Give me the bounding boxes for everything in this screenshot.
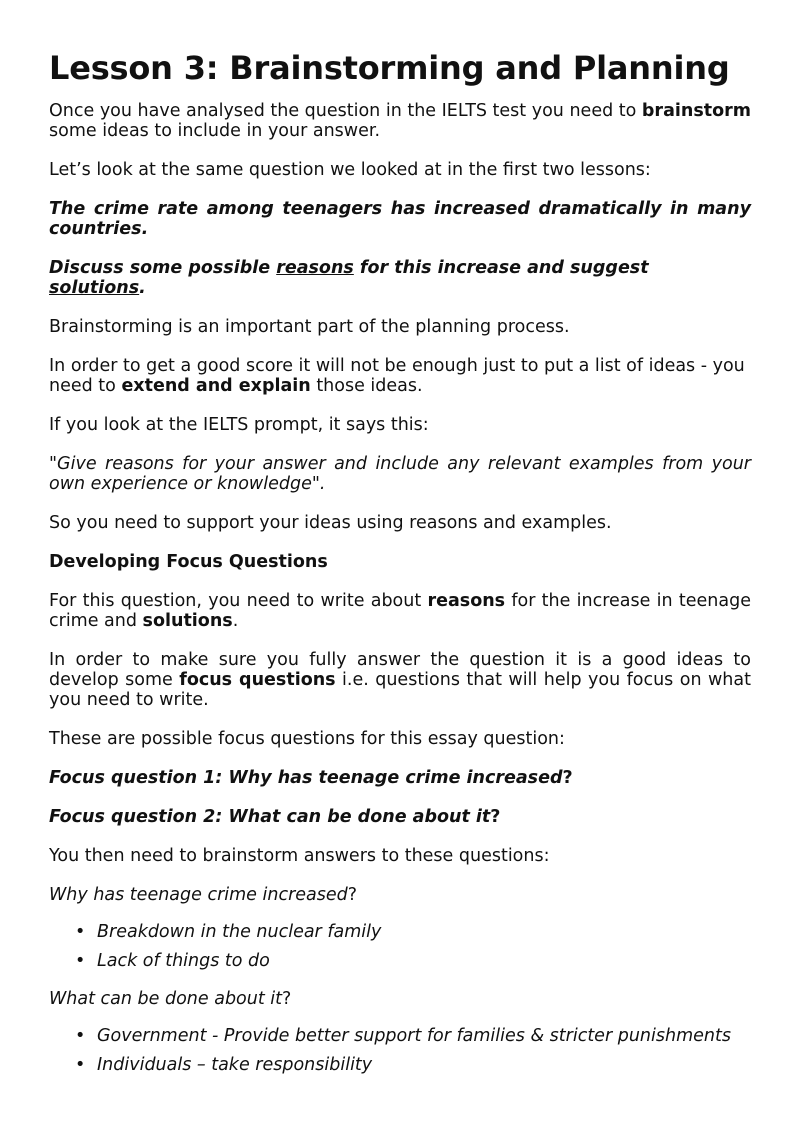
good-score-text-2: those ideas. <box>310 376 423 396</box>
good-score-text-1: In order to get a good score it will not be enough just to put a list of ideas - you need to <box>49 356 745 396</box>
list-item <box>75 1026 751 1046</box>
this-question-bold-2: solutions <box>142 611 233 631</box>
this-question-paragraph <box>49 591 751 631</box>
list-item-text: Government - Provide better support for families & stricter punishments <box>97 1026 731 1046</box>
list-item-text: Breakdown in the nuclear family <box>97 922 382 942</box>
this-question-text-1: For this question, you need to write about <box>49 591 428 611</box>
support-ideas-paragraph: So you need to support your ideas using reasons and examples. <box>49 513 612 533</box>
question-line-2-b: for this increase and suggest <box>353 258 649 278</box>
focus-question-1-text: Focus question 1: Why has teenage crime increased <box>49 768 563 788</box>
q2-bullet-list <box>49 1026 751 1075</box>
intro-text-1: Once you have analysed the question in the IELTS test you need to <box>49 101 642 121</box>
focus-text-2: i.e. questions that will help you focus on what you need to write. <box>49 670 751 710</box>
bullet-icon: • <box>75 922 86 942</box>
this-question-text-2: for the increase in teenage crime and <box>49 591 751 631</box>
prompt-intro-paragraph: If you look at the IELTS prompt, it says this: <box>49 415 429 435</box>
list-item <box>75 922 751 942</box>
q2-heading <box>49 989 751 1009</box>
lead-in-paragraph: Let’s look at the same question we looked at in the first two lessons: <box>49 160 651 180</box>
good-score-paragraph <box>49 356 751 396</box>
q2-heading-mark: ? <box>282 989 292 1009</box>
this-question-text-3: . <box>232 611 239 631</box>
list-item-text: Individuals – take responsibility <box>97 1055 373 1075</box>
good-score-bold: extend and explain <box>121 376 311 396</box>
page-title: Lesson 3: Brainstorming and Planning <box>49 49 730 87</box>
focus-paragraph <box>49 650 751 710</box>
prompt-quote: "Give reasons for your answer and include any relevant examples from your own experience or knowledge". <box>49 454 751 494</box>
question-line-2-c: . <box>139 278 146 298</box>
focus-question-2-mark: ? <box>490 807 501 827</box>
q1-bullet-list <box>49 922 751 971</box>
bullet-icon: • <box>75 951 86 971</box>
question-line-2 <box>49 258 751 298</box>
focus-text-1: In order to make sure you fully answer the question it is a good ideas to develop some <box>49 650 751 690</box>
focus-question-1 <box>49 768 751 788</box>
section-heading: Developing Focus Questions <box>49 552 328 572</box>
bullet-icon: • <box>75 1026 86 1046</box>
focus-question-1-mark: ? <box>562 768 573 788</box>
question-line-1: The crime rate among teenagers has increased dramatically in many countries. <box>49 199 751 239</box>
brainstorm-answers-paragraph: You then need to brainstorm answers to these questions: <box>49 846 550 866</box>
this-question-bold-1: reasons <box>427 591 506 611</box>
question-solutions: solutions <box>49 278 140 298</box>
q2-heading-text: What can be done about it <box>49 989 282 1009</box>
q1-heading <box>49 885 751 905</box>
list-item-text: Lack of things to do <box>97 951 270 971</box>
bullet-icon: • <box>75 1055 86 1075</box>
intro-bold: brainstorm <box>641 101 751 121</box>
intro-text-2: some ideas to include in your answer. <box>49 121 381 141</box>
focus-question-2-text: Focus question 2: What can be done about it <box>49 807 491 827</box>
brainstorm-importance-paragraph: Brainstorming is an important part of the planning process. <box>49 317 570 337</box>
list-item <box>75 951 751 971</box>
list-item <box>75 1055 751 1075</box>
question-reasons: reasons <box>276 258 354 278</box>
q1-heading-text: Why has teenage crime increased <box>49 885 348 905</box>
focus-bold: focus questions <box>179 670 336 690</box>
possible-focus-paragraph: These are possible focus questions for this essay question: <box>49 729 565 749</box>
intro-paragraph <box>49 101 751 141</box>
focus-question-2 <box>49 807 751 827</box>
q1-heading-mark: ? <box>347 885 358 905</box>
question-line-2-a: Discuss some possible <box>49 258 277 278</box>
